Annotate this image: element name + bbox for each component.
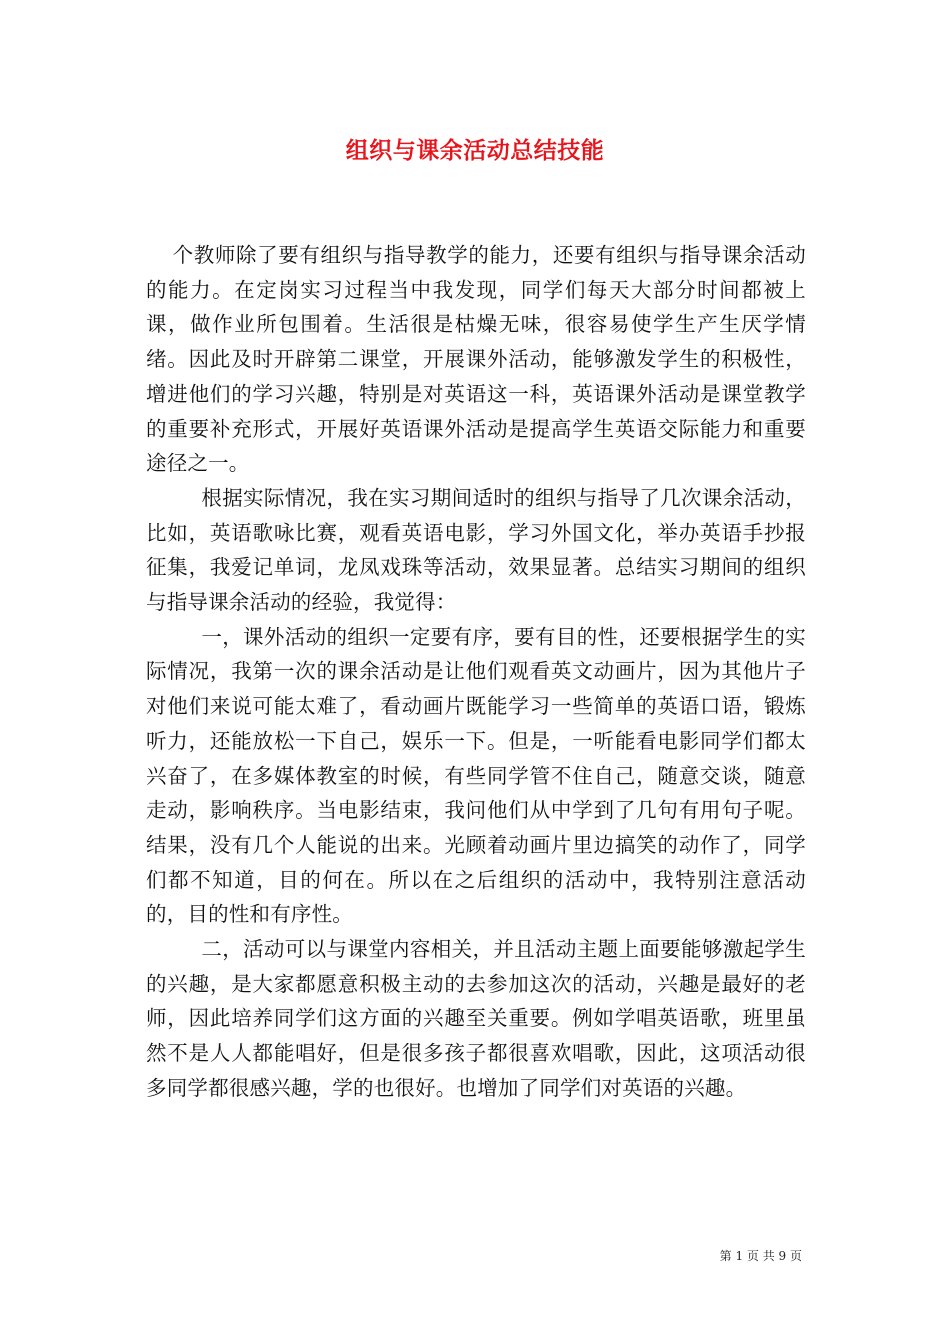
document-title: 组织与课余活动总结技能 bbox=[345, 137, 605, 164]
document-body bbox=[146, 238, 806, 1106]
paragraph-intro: 个教师除了要有组织与指导教学的能力，还要有组织与指导课余活动的能力。在定岗实习过程当中我发现，同学们每天大部分时间都被上课，做作业所包围着。生活很是枯燥无味，很容易使学生产生厌学情绪。因此及时开辟第二课堂，开展课外活动，能够激发学生的积极性，增进他们的学习兴趣，特别是对英语这一科，英语课外活动是课堂教学的重要补充形式，开展好英语课外活动是提高学生英语交际能力和重要途径之一。 bbox=[146, 243, 806, 476]
paragraph-point-two: 二，活动可以与课堂内容相关，并且活动主题上面要能够激起学生的兴趣，是大家都愿意积极主动的去参加这次的活动，兴趣是最好的老师，因此培养同学们这方面的兴趣至关重要。例如学唱英语歌，班里虽然不是人人都能唱好，但是很多孩子都很喜欢唱歌，因此，这项活动很多同学都很感兴趣，学的也很好。也增加了同学们对英语的兴趣。 bbox=[146, 937, 806, 1100]
paragraph-point-one: 一，课外活动的组织一定要有序，要有目的性，还要根据学生的实际情况，我第一次的课余活动是让他们观看英文动画片，因为其他片子对他们来说可能太难了，看动画片既能学习一些简单的英语口语，锻炼听力，还能放松一下自己，娱乐一下。但是，一听能看电影同学们都太兴奋了，在多媒体教室的时候，有些同学管不住自己，随意交谈，随意走动，影响秩序。当电影结束，我问他们从中学到了几句有用句子呢。结果，没有几个人能说的出来。光顾着动画片里边搞笑的动作了，同学们都不知道，目的何在。所以在之后组织的活动中，我特别注意活动的，目的性和有序性。 bbox=[146, 624, 806, 927]
page-number-footer: 第 1 页 共 9 页 bbox=[719, 1249, 802, 1263]
paragraph-activities: 根据实际情况，我在实习期间适时的组织与指导了几次课余活动，比如，英语歌咏比赛，观看英语电影，学习外国文化，举办英语手抄报征集，我爱记单词，龙凤戏珠等活动，效果显著。总结实习期间的组织与指导课余活动的经验，我觉得： bbox=[146, 485, 806, 615]
